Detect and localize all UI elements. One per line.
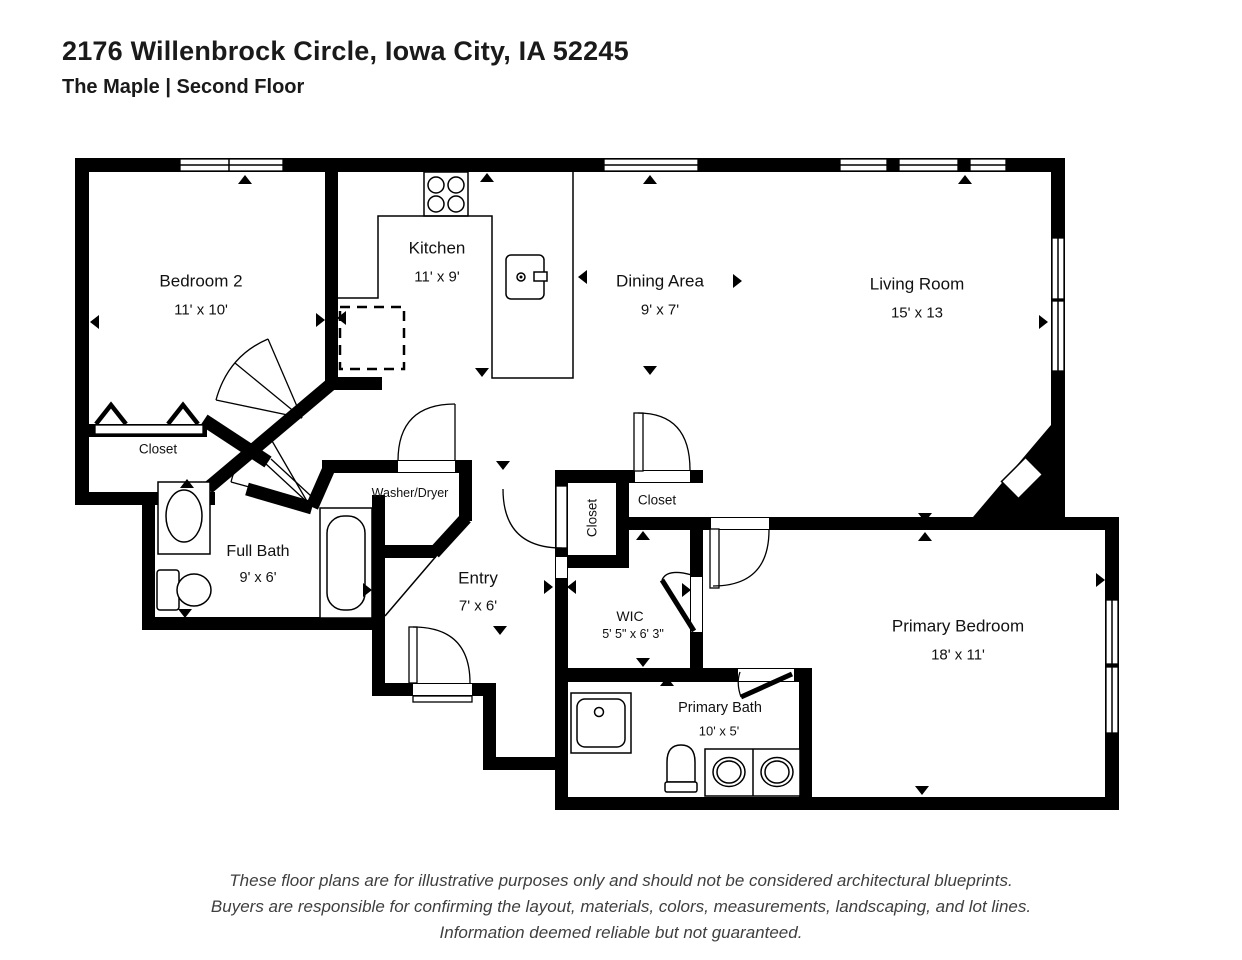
window-primary-right-2 [1106, 667, 1118, 733]
window-living-top-1 [840, 159, 887, 171]
fixtures [157, 172, 1043, 796]
pantry-dashed-outline [340, 307, 404, 369]
address-title: 2176 Willenbrock Circle, Iowa City, IA 52245 [62, 36, 629, 66]
room-dims-kitchen: 11' x 9' [414, 268, 460, 286]
window-bedroom2-top [180, 159, 283, 171]
stove-icon [424, 172, 468, 216]
bathroom-sink-icon [158, 482, 210, 554]
disclaimer-line-1: These floor plans are for illustrative purposes only and should not be considered architectural blueprints. [229, 871, 1013, 890]
disclaimer [0, 868, 1242, 946]
room-label-entry: Entry [458, 568, 498, 588]
window-primary-right-1 [1106, 600, 1118, 664]
disclaimer-line-3: Information deemed reliable but not guaranteed. [439, 923, 803, 942]
window-dining-top [604, 159, 698, 171]
hall-closet-door [634, 413, 690, 471]
room-dims-dining: 9' x 7' [640, 301, 680, 319]
room-dims-primary-bedroom: 18' x 11' [931, 646, 985, 664]
bathtub-icon [320, 508, 372, 618]
entry-exterior-door [409, 627, 470, 683]
refrigerator-icon [506, 255, 547, 299]
double-vanity-icon [705, 749, 800, 796]
room-label-wic: WIC [616, 608, 644, 624]
window-living-top-3 [970, 159, 1006, 171]
room-label-closet-hall-vertical: Closet [584, 498, 600, 538]
room-dims-primary-bath: 10' x 5' [698, 723, 740, 739]
room-dims-living: 15' x 13 [890, 304, 944, 322]
toilet-icon-primary-bath [665, 745, 697, 792]
room-dims-wic: 5' 5" x 6' 3" [602, 626, 664, 641]
room-label-living: Living Room [869, 274, 965, 294]
window-living-top-2 [899, 159, 958, 171]
room-label-primary-bedroom: Primary Bedroom [891, 616, 1025, 636]
room-label-full-bath: Full Bath [226, 543, 290, 560]
hall-entry-door [503, 486, 567, 548]
room-label-washer-dryer: Washer/Dryer [371, 485, 449, 500]
room-label-primary-bath: Primary Bath [678, 699, 762, 716]
disclaimer-line-2: Buyers are responsible for confirming the layout, materials, colors, measurements, landscaping, and lot lines. [210, 897, 1032, 916]
toilet-icon-full-bath [157, 570, 211, 610]
room-dims-full-bath: 9' x 6' [239, 569, 277, 586]
washer-dryer-door [398, 404, 455, 461]
room-label-closet-hall: Closet [637, 492, 677, 508]
wic-door [662, 572, 694, 631]
room-dims-bedroom2: 11' x 10' [174, 301, 228, 319]
closet-bifold-door [95, 405, 203, 434]
window-living-right-2 [1052, 301, 1064, 371]
shower-icon [571, 693, 631, 753]
bedroom2-door-fan [216, 339, 302, 418]
plan-subtitle: The Maple | Second Floor [62, 76, 305, 98]
primary-bedroom-door [710, 529, 769, 588]
window-living-right-1 [1052, 238, 1064, 299]
room-label-dining: Dining Area [616, 271, 704, 291]
room-dims-entry: 7' x 6' [458, 597, 498, 615]
room-label-bedroom2: Bedroom 2 [159, 271, 243, 291]
room-label-closet-bedroom2: Closet [138, 441, 178, 457]
room-label-kitchen: Kitchen [408, 238, 466, 258]
